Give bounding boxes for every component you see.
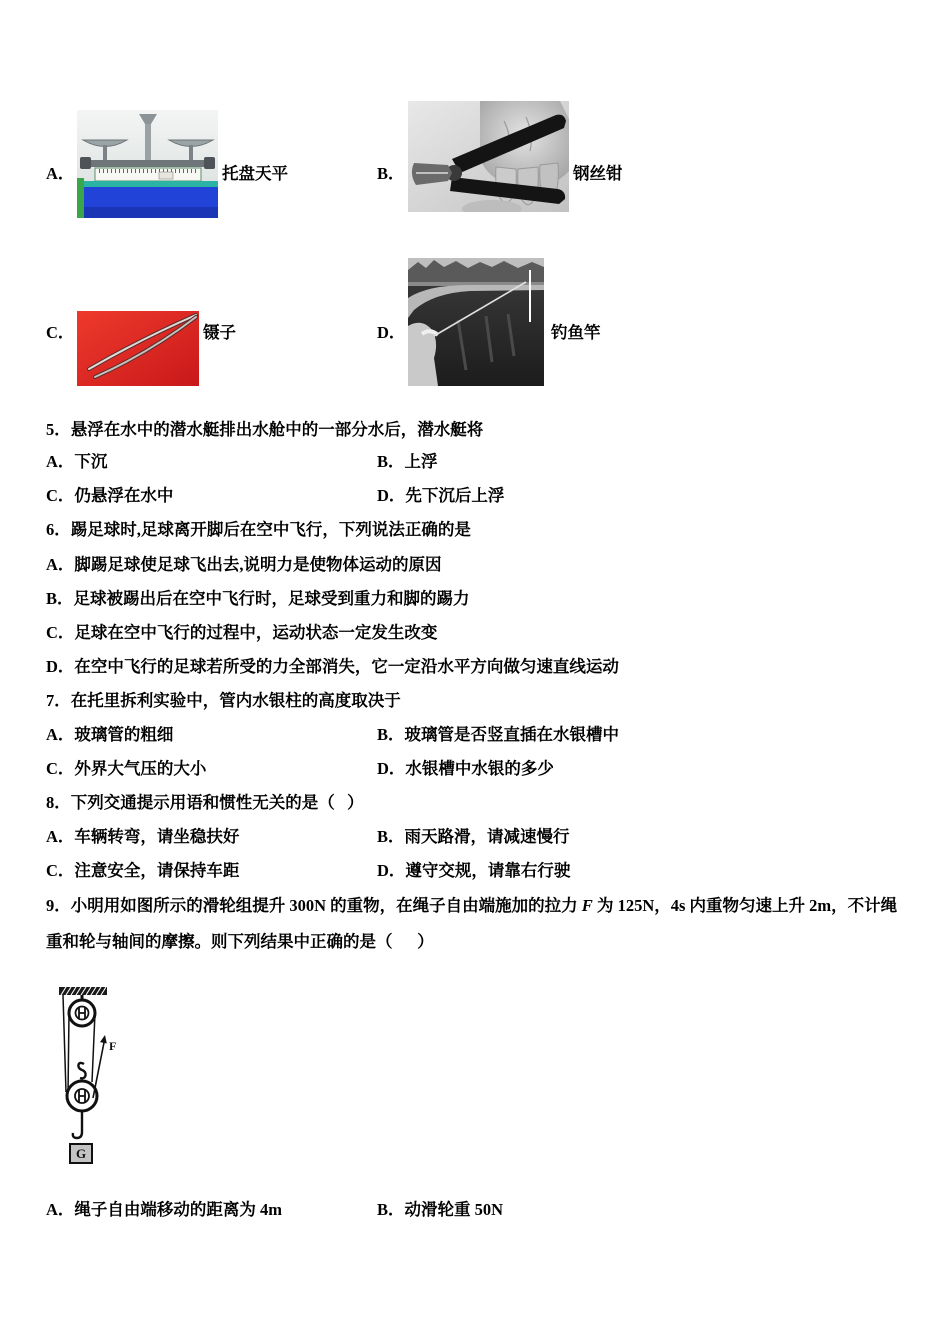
q9-stem-line-1 — [46, 896, 897, 916]
q5-option-c-letter: C． — [46, 486, 75, 505]
q6-option-b-text: 足球被踢出后在空中飞行时，足球受到重力和脚的踢力 — [73, 589, 470, 608]
q7-option-c — [46, 759, 206, 779]
q5-option-a-text: 下沉 — [74, 452, 108, 471]
q5-option-c — [46, 486, 173, 506]
pulley-system-diagram — [55, 982, 125, 1172]
q8-option-b-text: 雨天路滑，请减速慢行 — [404, 827, 570, 846]
q7-option-d — [377, 759, 554, 779]
balance-scale-ruler — [95, 168, 201, 181]
q6-option-d — [46, 657, 619, 677]
q8-option-c — [46, 861, 239, 881]
q8-option-d-text: 遵守交规，请靠右行驶 — [405, 861, 571, 880]
q5-option-b — [377, 452, 438, 472]
q5-option-b-text: 上浮 — [404, 452, 438, 471]
q6-option-c-letter: C． — [46, 623, 75, 642]
q9-option-a — [46, 1200, 282, 1220]
fishing-rod-image — [408, 258, 544, 386]
q7-option-c-text: 外界大气压的大小 — [74, 759, 207, 778]
q8-option-a — [46, 827, 239, 847]
fixed-pulley — [69, 1000, 95, 1026]
q8-option-d — [377, 861, 570, 881]
force-arrow — [93, 1035, 107, 1098]
q9-option-b — [377, 1200, 503, 1220]
q8-option-a-letter: A． — [46, 827, 75, 846]
q5-option-d-text: 先下沉后上浮 — [405, 486, 505, 505]
q8-option-d-letter: D． — [377, 861, 406, 880]
q8-option-c-text: 注意安全，请保持车距 — [74, 861, 240, 880]
q7-option-d-letter: D． — [377, 759, 406, 778]
q7-option-d-text: 水银槽中水银的多少 — [405, 759, 554, 778]
q8-stem: 8．下列交通提示用语和惯性无关的是（ ） — [46, 793, 364, 812]
q9-stem-end: 为 125N，4s 内重物匀速上升 2m，不计绳 — [592, 896, 898, 915]
q4-option-c-letter: C． — [46, 323, 75, 342]
q5-option-c-text: 仍悬浮在水中 — [74, 486, 174, 505]
q6-option-c — [46, 623, 437, 643]
movable-pulley — [67, 1081, 97, 1111]
q4-option-d-label: 钓鱼竿 — [551, 323, 601, 342]
q4-option-d-letter: D． — [377, 323, 406, 342]
q5-stem: 5．悬浮在水中的潜水艇排出水舱中的一部分水后，潜水艇将 — [46, 420, 484, 439]
q7-option-b-letter: B． — [377, 725, 405, 744]
q9-option-a-text: 绳子自由端移动的距离为 4m — [74, 1200, 283, 1219]
q6-stem: 6．踢足球时,足球离开脚后在空中飞行，下列说法正确的是 — [46, 520, 471, 539]
q6-option-d-text: 在空中飞行的足球若所受的力全部消失，它一定沿水平方向做匀速直线运动 — [74, 657, 619, 676]
q8-option-b-letter: B． — [377, 827, 405, 846]
q5-option-d — [377, 486, 504, 506]
pliers-image — [408, 101, 569, 212]
q5-option-a-letter: A． — [46, 452, 75, 471]
q8-option-b — [377, 827, 570, 847]
q4-option-c-label: 镊子 — [203, 323, 236, 342]
q4-option-b-letter: B． — [377, 164, 405, 183]
weight-label: G — [75, 1146, 87, 1161]
q9-option-a-letter: A． — [46, 1200, 75, 1219]
q7-stem: 7．在托里拆利实验中，管内水银柱的高度取决于 — [46, 691, 401, 710]
q5-option-d-letter: D． — [377, 486, 406, 505]
q7-option-c-letter: C． — [46, 759, 75, 778]
q9-option-b-text: 动滑轮重 50N — [404, 1200, 504, 1219]
q7-option-a-text: 玻璃管的粗细 — [74, 725, 174, 744]
tweezers-image — [77, 311, 199, 386]
q8-option-a-text: 车辆转弯，请坐稳扶好 — [74, 827, 240, 846]
q9-stem-line-2: 重和轮与轴间的摩擦。则下列结果中正确的是（ ） — [46, 932, 434, 951]
q5-option-a — [46, 452, 107, 472]
q6-option-b — [46, 589, 470, 609]
q7-option-b — [377, 725, 619, 745]
q9-stem-start: 9．小明用如图所示的滑轮组提升 300N 的重物，在绳子自由端施加的拉力 — [46, 896, 582, 915]
q7-option-a — [46, 725, 173, 745]
ceiling-support — [59, 987, 107, 995]
q7-option-a-letter: A． — [46, 725, 75, 744]
q6-option-d-letter: D． — [46, 657, 75, 676]
q4-option-b-label: 钢丝钳 — [573, 164, 623, 183]
balance-scale-image — [77, 110, 218, 218]
q8-option-c-letter: C． — [46, 861, 75, 880]
q9-option-b-letter: B． — [377, 1200, 405, 1219]
q6-option-a-letter: A． — [46, 555, 75, 574]
q4-option-a-label: 托盘天平 — [222, 164, 288, 183]
angler — [408, 323, 438, 386]
q5-option-b-letter: B． — [377, 452, 405, 471]
q9-force-symbol: F — [581, 896, 593, 915]
q6-option-c-text: 足球在空中飞行的过程中，运动状态一定发生改变 — [74, 623, 438, 642]
force-label: F — [109, 1039, 117, 1053]
q6-option-a — [46, 555, 442, 575]
q7-option-b-text: 玻璃管是否竖直插在水银槽中 — [404, 725, 620, 744]
q6-option-b-letter: B． — [46, 589, 74, 608]
q6-option-a-text: 脚踢足球使足球飞出去,说明力是使物体运动的原因 — [74, 555, 442, 574]
q4-option-a-letter: A． — [46, 164, 75, 183]
hook — [73, 1111, 82, 1138]
